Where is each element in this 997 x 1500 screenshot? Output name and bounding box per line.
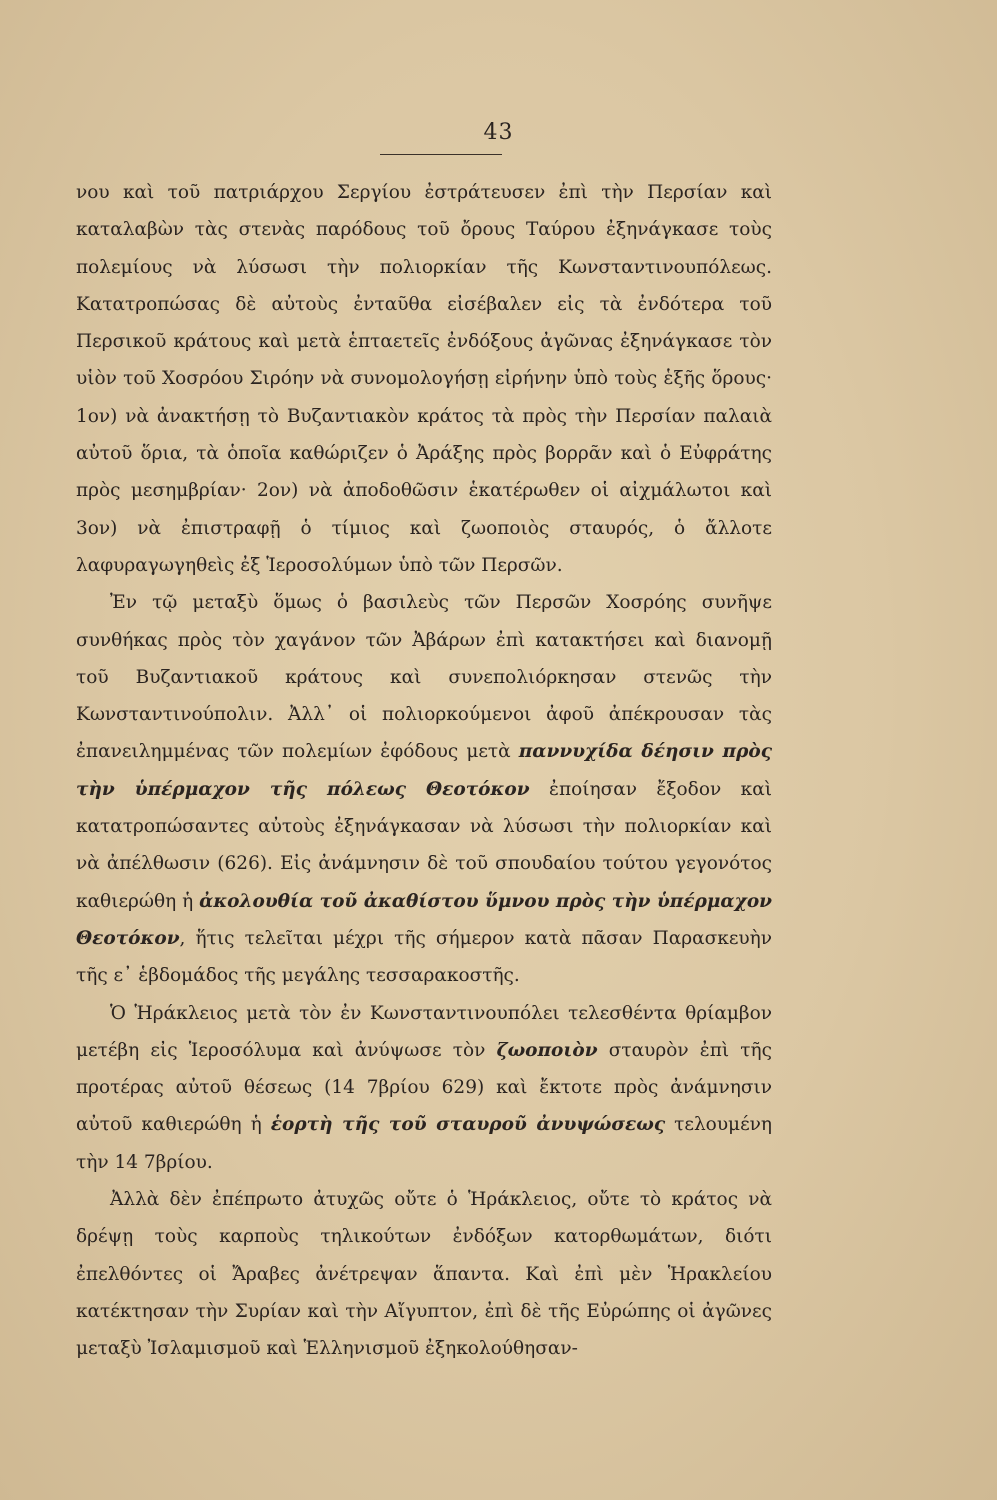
body-text [76,174,772,1368]
paragraph-segment: σταυρὸν ἐπὶ τῆς προτέρας αὐτοῦ θέσεως (14 7βρίου 629) καὶ ἔκτοτε πρὸς ἀνάμνησιν αὐτοῦ καθιερώθη ἡ [76,1039,772,1136]
paragraph-segment: ἐποίησαν ἔξοδον καὶ κατατροπώσαντες αὐτοὺς ἐξηνάγκασαν νὰ λύσωσι τὴν πολιορκίαν καὶ νὰ ἀπέλθωσιν (626). Εἰς ἀνάμνησιν δὲ τοῦ σπουδαίου τούτου γεγονότος καθιερώθη ἡ [76,778,772,912]
emphasized-phrase: ἑορτὴ τῆς τοῦ σταυροῦ ἀνυψώσεως [270,1114,666,1136]
page-number: 43 [483,120,514,145]
paragraph-segment: Ὁ Ἡράκλειος μετὰ τὸν ἐν Κωνσταντινουπόλει τελεσθέντα θρίαμβον μετέβη εἰς Ἱεροσόλυμα καὶ ἀνύψωσε τὸν [76,1002,772,1061]
paragraph-segment: , ἥτις τελεῖται μέχρι τῆς σήμερον κατὰ πᾶσαν Παρασκευὴν τῆς ε᾽ ἑβδομάδος τῆς μεγάλης τεσσαρακοστῆς. [76,927,772,987]
paragraph-segment: τελουμένη τὴν 14 7βρίου. [76,1114,772,1173]
emphasized-phrase: παννυχίδα δέησιν πρὸς τὴν ὑπέρμαχον τῆς πόλεως Θεοτόκον [76,741,772,800]
paragraph-3 [76,995,772,1181]
paragraph-1 [76,174,772,584]
paragraph-2 [76,584,772,994]
paragraph-segment: νου καὶ τοῦ πατριάρχου Σεργίου ἐστράτευσεν ἐπὶ τὴν Περσίαν καὶ καταλαβὼν τὰς στενὰς παρόδους τοῦ ὄρους Ταύρου ἐξηνάγκασε τοὺς πολεμίους νὰ λύσωσι τὴν πολιορκίαν τῆς Κωνσταντινουπόλεως. Κατατροπώσας δὲ αὐτοὺς ἐνταῦθα εἰσέβαλεν εἰς τὰ ἐνδότερα τοῦ Περσικοῦ κράτους καὶ μετὰ ἑπταετεῖς ἐνδόξους ἀγῶνας ἐξηνάγκασε τὸν υἱὸν τοῦ Χοσρόου Σιρόην νὰ συνομολογήσῃ εἰρήνην ὑπὸ τοὺς ἑξῆς ὅρους· 1ον) νὰ ἀνακτήσῃ τὸ Βυζαντιακὸν κράτος τὰ πρὸς τὴν Περσίαν παλαιὰ αὐτοῦ ὅρια, τὰ ὁποῖα καθώριζεν ὁ Ἀράξης πρὸς βορρᾶν καὶ ὁ Εὐφράτης πρὸς μεσημβρίαν· 2ον) νὰ ἀποδοθῶσιν ἑκατέρωθεν οἱ αἰχμάλωτοι καὶ 3ον) νὰ ἐπιστραφῇ ὁ τίμιος καὶ ζωοποιὸς σταυρός, ὁ ἄλλοτε λαφυραγωγηθεὶς ἐξ Ἱεροσολύμων ὑπὸ τῶν Περσῶν. [76,182,772,576]
paragraph-4 [76,1181,772,1367]
emphasized-phrase: ζωοποιὸν [496,1039,598,1061]
paragraph-segment: Ἐν τῷ μεταξὺ ὅμως ὁ βασιλεὺς τῶν Περσῶν Χοσρόης συνῆψε συνθήκας πρὸς τὸν χαγάνον τῶν Ἀβάρων ἐπὶ κατακτήσει καὶ διανομῇ τοῦ Βυζαντιακοῦ κράτους καὶ συνεπολιόρκησαν στενῶς τὴν Κωνσταντινούπολιν. Ἀλλ᾽ οἱ πολιορκούμενοι ἀφοῦ ἀπέκρουσαν τὰς ἐπανειλημμένας τῶν πολεμίων ἐφόδους μετὰ [76,592,772,763]
emphasized-phrase: ἀκολουθία τοῦ ἀκαθίστου ὕμνου πρὸς τὴν ὑπέρμαχον Θεοτόκον [76,890,772,949]
paragraph-segment: Ἀλλὰ δὲν ἐπέπρωτο ἀτυχῶς οὔτε ὁ Ἡράκλειος, οὔτε τὸ κράτος νὰ δρέψῃ τοὺς καρποὺς τηλικούτων ἐνδόξων κατορθωμάτων, διότι ἐπελθόντες οἱ Ἄραβες ἀνέτρεψαν ἅπαντα. Καὶ ἐπὶ μὲν Ἡρακλείου κατέκτησαν τὴν Συρίαν καὶ τὴν Αἴγυπτον, ἐπὶ δὲ τῆς Εὐρώπης οἱ ἀγῶνες μεταξὺ Ἰσλαμισμοῦ καὶ Ἑλληνισμοῦ ἐξηκολούθησαν- [76,1189,772,1360]
page-number-rule [380,154,502,155]
